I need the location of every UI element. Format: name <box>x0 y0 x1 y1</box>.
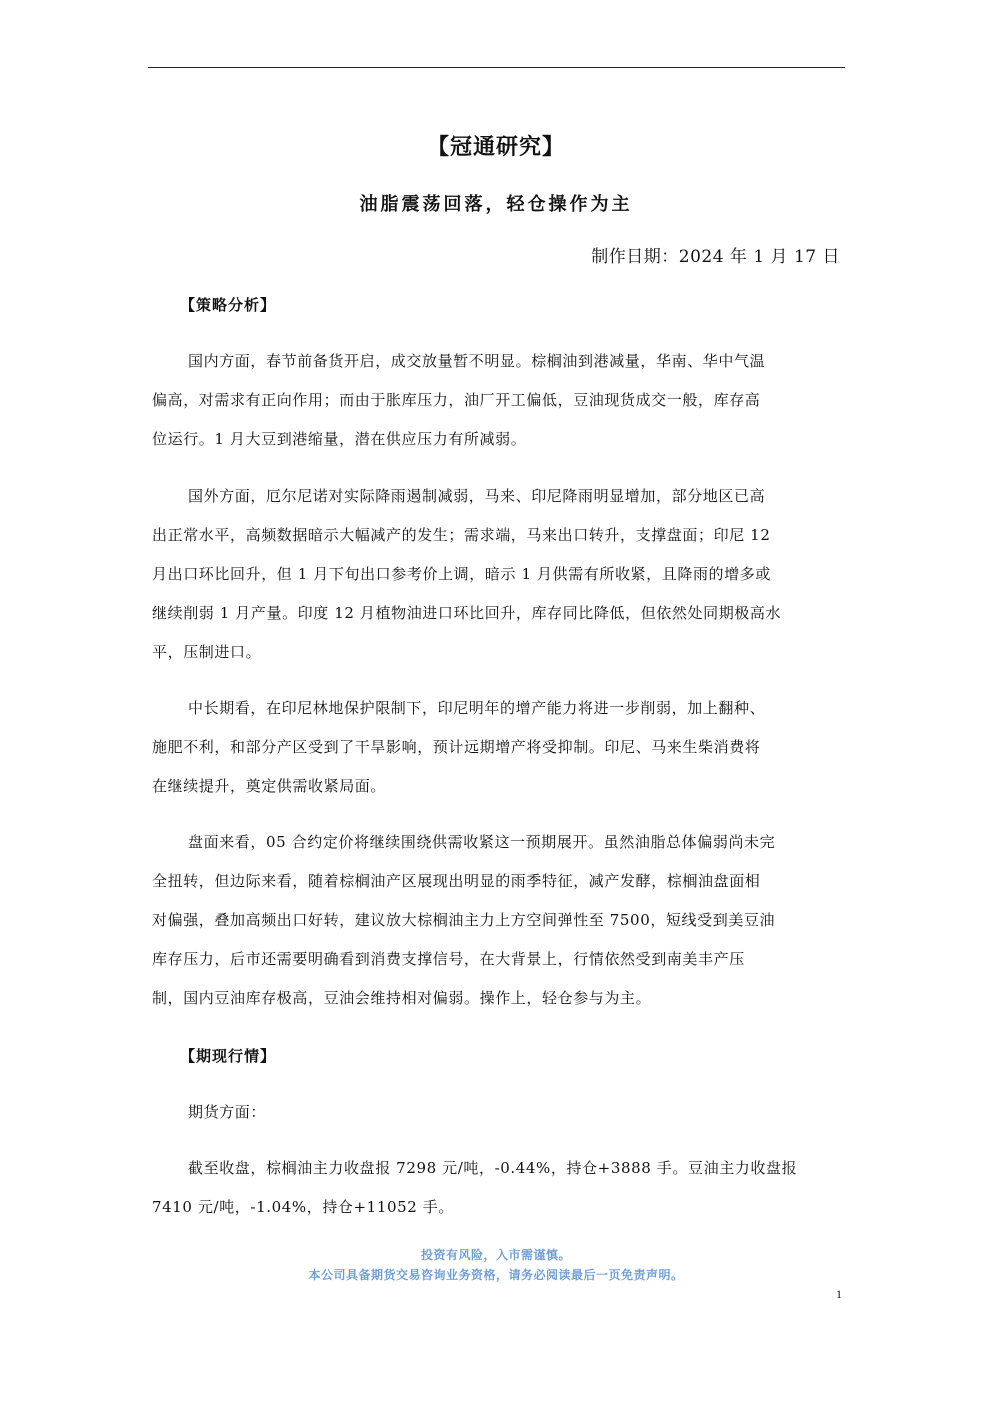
text-line: 在继续提升，奠定供需收紧局面。 <box>152 777 387 795</box>
paragraph-overseas <box>152 477 842 672</box>
text-line: 期货方面： <box>188 1103 267 1121</box>
text-line: 盘面来看，05 合约定价将继续围绕供需收紧这一预期展开。虽然油脂总体偏弱尚未完 <box>188 833 776 851</box>
text-line: 中长期看，在印尼林地保护限制下，印尼明年的增产能力将进一步削弱，加上翻种、 <box>188 699 766 717</box>
text-line: 国外方面，厄尔尼诺对实际降雨遏制减弱，马来、印尼降雨明显增加，部分地区已高 <box>188 487 766 505</box>
text-line: 位运行。1 月大豆到港缩量，潜在供应压力有所减弱。 <box>152 430 527 448</box>
futures-label <box>152 1093 842 1132</box>
section-heading-market: 【期现行情】 <box>180 1047 277 1065</box>
paragraph-long-term <box>152 689 842 806</box>
header-rule <box>148 67 845 68</box>
text-line: 平，压制进口。 <box>152 643 262 661</box>
text-line: 对偏强，叠加高频出口好转，建议放大棕榈油主力上方空间弹性至 7500，短线受到美豆油 <box>152 911 776 929</box>
text-line: 库存压力，后市还需要明确看到消费支撑信号，在大背景上，行情依然受到南美丰产压 <box>152 950 745 968</box>
page-number: 1 <box>836 1287 842 1301</box>
text-line: 出正常水平，高频数据暗示大幅减产的发生；需求端，马来出口转升，支撑盘面；印尼 12 <box>152 526 771 544</box>
paragraph-domestic <box>152 342 842 459</box>
risk-warning: 投资有风险，入市需谨慎。 <box>420 1248 571 1262</box>
text-line: 月出口环比回升，但 1 月下旬出口参考价上调，暗示 1 月供需有所收紧，且降雨的增多或 <box>152 565 771 583</box>
text-line: 施肥不利，和部分产区受到了干旱影响，预计远期增产将受抑制。印尼、马来生柴消费将 <box>152 738 761 756</box>
text-line: 继续削弱 1 月产量。印度 12 月植物油进口环比回升，库存同比降低，但依然处同期极高水 <box>152 604 782 622</box>
text-line: 制，国内豆油库存极高，豆油会维持相对偏弱。操作上，轻仓参与为主。 <box>152 989 652 1007</box>
paragraph-futures <box>152 1149 842 1227</box>
text-line: 偏高，对需求有正向作用；而由于胀库压力，油厂开工偏低，豆油现货成交一般，库存高 <box>152 391 761 409</box>
text-line: 7410 元/吨，-1.04%，持仓+11052 手。 <box>152 1198 454 1216</box>
text-line: 全扭转，但边际来看，随着棕榈油产区展现出明显的雨季特征，减产发酵，棕榈油盘面相 <box>152 872 761 890</box>
section-heading-strategy: 【策略分析】 <box>180 296 277 314</box>
disclaimer-note: 本公司具备期货交易咨询业务资格，请务必阅读最后一页免责声明。 <box>308 1268 684 1282</box>
brand-heading: 【冠通研究】 <box>426 134 565 160</box>
report-date: 制作日期：2024 年 1 月 17 日 <box>591 247 840 267</box>
text-line: 截至收盘，棕榈油主力收盘报 7298 元/吨，-0.44%，持仓+3888 手。豆油主力收盘报 <box>188 1159 798 1177</box>
text-line: 国内方面，春节前备货开启，成交放量暂不明显。棕榈油到港减量，华南、华中气温 <box>188 352 766 370</box>
report-title: 油脂震荡回落，轻仓操作为主 <box>359 194 633 215</box>
paragraph-market-view <box>152 823 842 1018</box>
